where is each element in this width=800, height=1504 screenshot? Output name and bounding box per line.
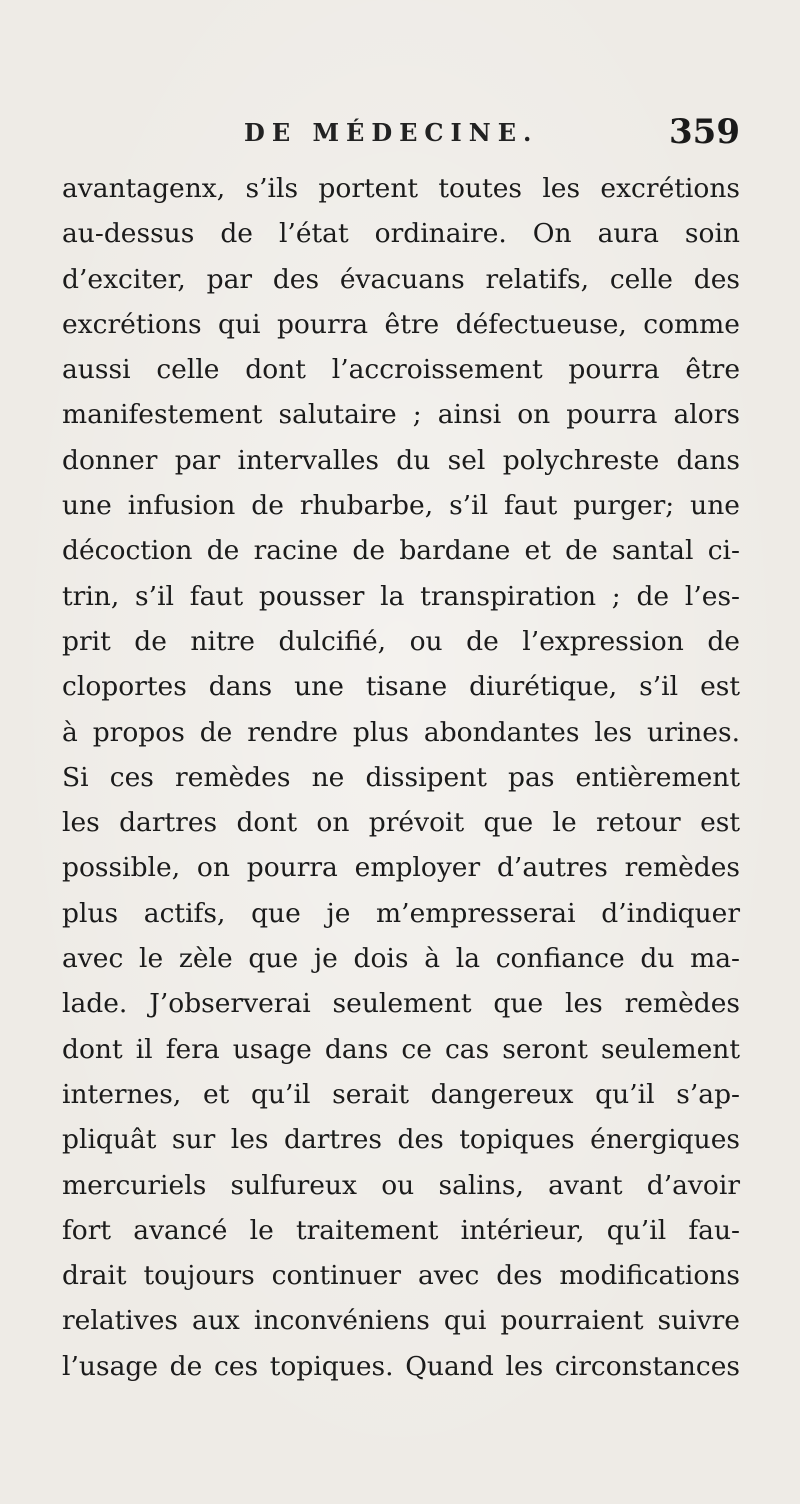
text-line: Si ces remèdes ne dissipent pas entièrement	[62, 761, 740, 793]
text-line: cloportes dans une tisane diurétique, s’il est	[62, 671, 740, 703]
text-line: d’exciter, par des évacuans relatifs, celle des	[62, 263, 740, 295]
running-head: DE MÉDECINE.	[244, 118, 539, 147]
text-line: l’usage de ces topiques. Quand les circonstances	[62, 1350, 740, 1382]
page-header	[62, 112, 740, 156]
text-line: relatives aux inconvéniens qui pourraient suivre	[62, 1305, 740, 1337]
text-line: fort avancé le traitement intérieur, qu’il fau-	[62, 1214, 740, 1246]
text-line: drait toujours continuer avec des modifications	[62, 1260, 740, 1292]
text-line: internes, et qu’il serait dangereux qu’il s’ap-	[62, 1078, 740, 1110]
text-line: avantagenx, s’ils portent toutes les excrétions	[62, 173, 740, 204]
text-line: une infusion de rhubarbe, s’il faut purger; une	[62, 490, 740, 522]
text-line: plus actifs, que je m’empresserai d’indiquer	[62, 897, 740, 929]
text-line: aussi celle dont l’accroissement pourra être	[62, 354, 740, 386]
text-line: manifestement salutaire ; ainsi on pourra alors	[62, 399, 740, 431]
text-line: pliquât sur les dartres des topiques énergiques	[62, 1124, 740, 1156]
text-line: prit de nitre dulcifié, ou de l’expression de	[62, 625, 740, 657]
text-line: trin, s’il faut pousser la transpiration ; de l’es-	[62, 580, 740, 612]
page-number: 359	[669, 112, 740, 152]
text-line: avec le zèle que je dois à la confiance du ma-	[62, 943, 740, 975]
text-line: lade. J’observerai seulement que les remèdes	[62, 988, 740, 1020]
text-line: mercuriels sulfureux ou salins, avant d’avoir	[62, 1169, 740, 1201]
text-line: au-dessus de l’état ordinaire. On aura soin	[62, 218, 740, 250]
body-text	[62, 166, 740, 1389]
text-line: à propos de rendre plus abondantes les urines.	[62, 716, 740, 748]
text-line: possible, on pourra employer d’autres remèdes	[62, 852, 740, 884]
text-line: dont il fera usage dans ce cas seront seulement	[62, 1033, 740, 1065]
text-line: donner par intervalles du sel polychreste dans	[62, 444, 740, 476]
text-line: décoction de racine de bardane et de santal ci-	[62, 535, 740, 567]
text-line: les dartres dont on prévoit que le retour est	[62, 807, 740, 839]
text-line: excrétions qui pourra être défectueuse, comme	[62, 308, 740, 340]
